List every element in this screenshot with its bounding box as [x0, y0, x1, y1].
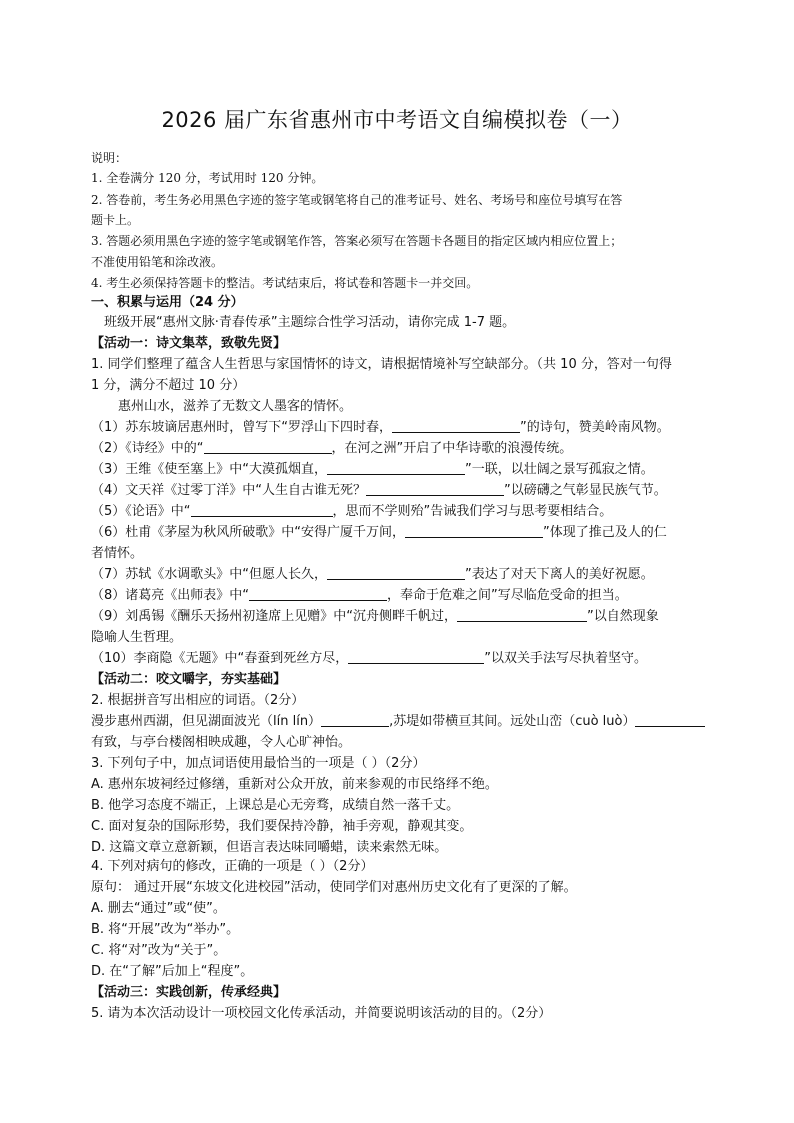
- fill-item: 隐喻人生哲理。: [91, 630, 183, 645]
- section-intro: 班级开展“惠州文脉·青春传承”主题综合性学习活动，请你完成 1-7 题。: [104, 315, 516, 330]
- fill-item: （5）《论语》中“ ，思而不学则殆”告诫我们学习与思考要相结合。: [91, 504, 613, 519]
- instructions-heading: 说明：: [91, 151, 128, 165]
- pinyin-line: 有致，与亭台楼阁相映成趣，令人心旷神怡。: [91, 735, 352, 750]
- answer-blank[interactable]: [327, 460, 465, 475]
- option-b: B. 将“开展”改为“举办”。: [91, 922, 240, 937]
- option-d: D. 这篇文章立意新颖，但语言表达味同嚼蜡，读来索然无味。: [91, 840, 448, 855]
- fill-item: （4）文天祥《过零丁洋》中“人生自古谁无死？ ”以磅礴之气彰显民族气节。: [91, 483, 667, 498]
- fill-item: （1）苏东坡谪居惠州时，曾写下“罗浮山下四时春， ”的诗句，赞美岭南风物。: [91, 420, 670, 435]
- original-sentence: 原句： 通过开展“东坡文化进校园”活动，使同学们对惠州历史文化有了更深的了解。: [91, 880, 577, 895]
- option-c: C. 将“对”改为“关于”。: [91, 943, 227, 958]
- question-stem: 4. 下列对病句的修改，正确的一项是（ ）（2分）: [91, 859, 374, 874]
- fill-item: （2）《诗经》中的“ ，在河之洲”开启了中华诗歌的浪漫传统。: [91, 441, 573, 456]
- answer-blank[interactable]: [366, 481, 504, 496]
- answer-blank[interactable]: [635, 712, 705, 727]
- activity-heading: 【活动一：诗文集萃，致敬先贤】: [91, 336, 287, 351]
- answer-blank[interactable]: [457, 607, 587, 622]
- question-stem: 1. 同学们整理了蕴含人生哲思与家国情怀的诗文，请根据情境补写空缺部分。（共 10 分，答对一句得: [91, 357, 672, 372]
- instruction-line: 3. 答题必须用黑色字迹的签字笔或钢笔作答，答案必须写在答题卡各题目的指定区域内相应位置上；: [91, 234, 623, 248]
- answer-blank[interactable]: [348, 649, 484, 664]
- activity-heading: 【活动二：咬文嚼字，夯实基础】: [91, 672, 287, 687]
- instruction-line: 1. 全卷满分 120 分，考试用时 120 分钟。: [91, 171, 324, 185]
- answer-blank[interactable]: [191, 502, 333, 517]
- option-b: B. 他学习态度不端正，上课总是心无旁骛，成绩自然一落千丈。: [91, 798, 460, 813]
- fill-item: （8）诸葛亮《出师表》中“ ，奉命于危难之间”写尽临危受命的担当。: [91, 588, 628, 603]
- section-heading: 一、积累与运用（24 分）: [91, 295, 244, 310]
- option-d: D. 在“了解”后加上“程度”。: [91, 964, 254, 979]
- exam-title: 2026 届广东省惠州市中考语文自编模拟卷（一）: [161, 108, 633, 132]
- pinyin-line: 漫步惠州西湖，但见湖面波光（lín lín） ,苏堤如带横亘其间。远处山峦（cuò luò）: [91, 712, 711, 732]
- answer-blank[interactable]: [321, 712, 389, 727]
- option-c: C. 面对复杂的国际形势，我们要保持冷静，袖手旁观，静观其变。: [91, 819, 473, 834]
- answer-blank[interactable]: [249, 586, 387, 601]
- answer-blank[interactable]: [405, 523, 543, 538]
- question-stem: 2. 根据拼音写出相应的词语。（2分）: [91, 693, 305, 708]
- fill-item: （7）苏轼《水调歌头》中“但愿人长久， ”表达了对天下离人的美好祝愿。: [91, 567, 654, 582]
- question-stem: 3. 下列句子中，加点词语使用最恰当的一项是（ ）（2分）: [91, 756, 426, 771]
- option-a: A. 删去“通过”或“使”。: [91, 901, 226, 916]
- option-a: A. 惠州东坡祠经过修缮，重新对公众开放，前来参观的市民络绎不绝。: [91, 777, 498, 792]
- fill-item: （9）刘禹锡《酬乐天扬州初逢席上见赠》中“沉舟侧畔千帆过， ”以自然现象: [91, 609, 659, 624]
- instruction-line: 2. 答卷前，考生务必用黑色字迹的签字笔或钢笔将自己的准考证号、姓名、考场号和座位号填写在答: [91, 193, 623, 207]
- fill-item: （10）李商隐《无题》中“春蚕到死丝方尽， ”以双关手法写尽执着坚守。: [91, 651, 648, 666]
- instruction-line: 题卡上。: [91, 213, 140, 227]
- question-stem: 5. 请为本次活动设计一项校园文化传承活动，并简要说明该活动的目的。（2分）: [91, 1006, 552, 1021]
- answer-blank[interactable]: [392, 418, 520, 433]
- instruction-line: 4. 考生必须保持答题卡的整洁。考试结束后，将试卷和答题卡一并交回。: [91, 276, 479, 290]
- instruction-line: 不准使用铅笔和涂改液。: [91, 255, 224, 269]
- fill-item: （3）王维《使至塞上》中“大漠孤烟直， ”一联，以壮阔之景写孤寂之情。: [91, 462, 654, 477]
- fill-item: 者情怀。: [91, 546, 144, 561]
- answer-blank[interactable]: [327, 565, 465, 580]
- answer-blank[interactable]: [204, 439, 332, 454]
- fill-item: （6）杜甫《茅屋为秋风所破歌》中“安得广厦千万间， ”体现了推己及人的仁: [91, 525, 667, 540]
- question-stem: 1 分，满分不超过 10 分）: [91, 378, 246, 393]
- question-context: 惠州山水，滋养了无数文人墨客的情怀。: [118, 399, 353, 414]
- activity-heading: 【活动三：实践创新，传承经典】: [91, 985, 287, 1000]
